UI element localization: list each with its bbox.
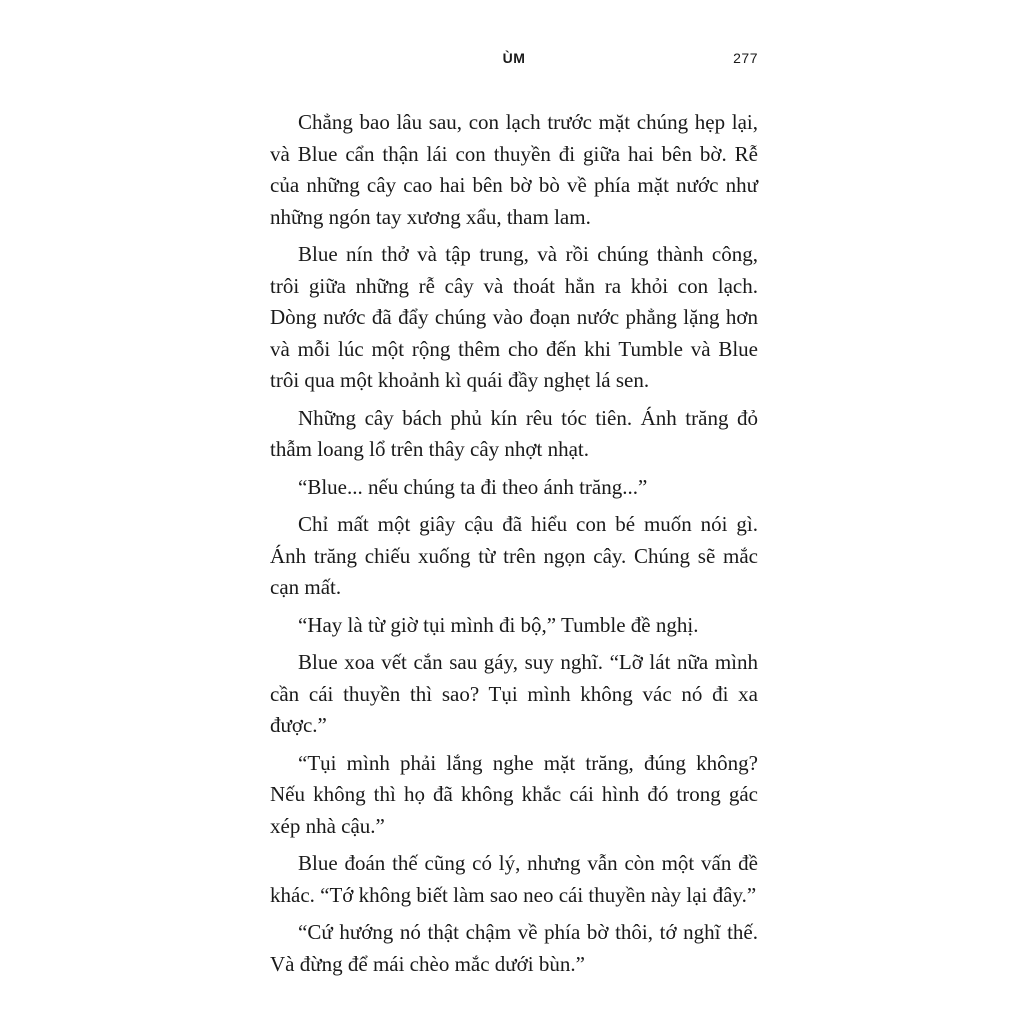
paragraph: “Hay là từ giờ tụi mình đi bộ,” Tumble đề nghị. [298,612,699,637]
paragraph: Chỉ mất một giây cậu đã hiểu con bé muốn nói gì. Ánh trăng chiếu xuống từ trên ngọn cây. Chúng sẽ mắc cạn mất. [270,512,758,599]
paragraph: Blue đoán thế cũng có lý, nhưng vẫn còn một vấn đề khác. “Tớ không biết làm sao neo cái thuyền này lại đây.” [270,851,758,907]
running-head [270,50,758,74]
paragraph: “Cứ hướng nó thật chậm về phía bờ thôi, tớ nghĩ thế. Và đừng để mái chèo mắc dưới bùn.” [270,920,758,976]
paragraph: Những cây bách phủ kín rêu tóc tiên. Ánh trăng đỏ thẫm loang lổ trên thây cây nhợt nhạt. [270,405,758,461]
page-number: 277 [733,50,758,66]
body-text [270,107,758,986]
paragraph: Blue xoa vết cắn sau gáy, suy nghĩ. “Lỡ lát nữa mình cần cái thuyền thì sao? Tụi mình không vác nó đi xa được.” [270,650,758,737]
paragraph: Chẳng bao lâu sau, con lạch trước mặt chúng hẹp lại, và Blue cẩn thận lái con thuyền đi giữa hai bên bờ. Rễ của những cây cao hai bên bờ bò về phía mặt nước như những ngón tay xương xẩu, tham lam. [270,110,758,229]
paragraph: “Blue... nếu chúng ta đi theo ánh trăng...” [298,474,648,499]
paragraph: Blue nín thở và tập trung, và rồi chúng thành công, trôi giữa những rễ cây và thoát hẳn ra khỏi con lạch. Dòng nước đã đẩy chúng vào đoạn nước phẳng lặng hơn và mỗi lúc một rộng thêm cho đến khi Tumble và Blue trôi qua một khoảnh kì quái đầy nghẹt lá sen. [270,242,758,392]
chapter-title: ÙM [502,50,526,66]
paragraph: “Tụi mình phải lắng nghe mặt trăng, đúng không? Nếu không thì họ đã không khắc cái hình đó trong gác xép nhà cậu.” [270,750,758,838]
